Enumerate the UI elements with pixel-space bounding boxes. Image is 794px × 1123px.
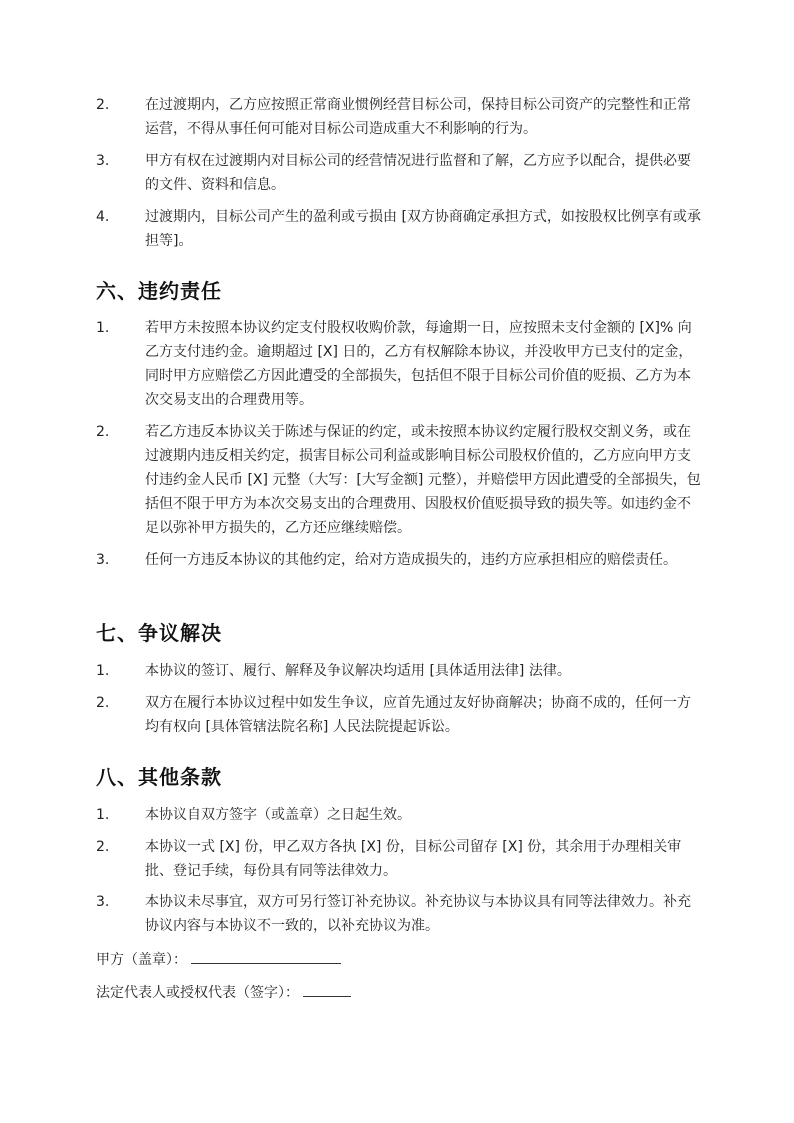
item-text: 本协议的签订、履行、解释及争议解决均适用 [具体适用法律] 法律。: [145, 663, 571, 679]
item-number: 4.: [96, 209, 110, 225]
item-number: 1.: [96, 807, 110, 823]
item-text: 若乙方违反本协议关于陈述与保证的约定，或未按照本协议约定履行股权交割义务，或在过渡期内违反相关约定，损害目标公司利益或影响目标公司股权价值的，乙方应向甲方支付违约金人民币 [X] 元整（大写：[大写金额] 元整），并赔偿甲方因此遭受的全部损失，包括但不限于甲方为本次交易支出的合理费用、因股权价值贬损导致的损失等。如违约金不足以弥补甲方损失的，乙方还应继续赔偿。: [145, 424, 701, 536]
party-a-signature: [96, 948, 341, 970]
party-a-signature-line[interactable]: [191, 948, 341, 964]
representative-signature: [96, 981, 351, 1003]
item-number: 1.: [96, 663, 110, 679]
representative-signature-line[interactable]: [303, 981, 351, 997]
item-number: 2.: [96, 97, 110, 113]
item-number: 1.: [96, 320, 110, 336]
section-heading: 七、争议解决: [96, 621, 222, 645]
item-number: 2.: [96, 695, 110, 711]
section-heading: 六、违约责任: [96, 279, 222, 303]
item-text: 若甲方未按照本协议约定支付股权收购价款，每逾期一日，应按照未支付金额的 [X]% 向乙方支付违约金。逾期超过 [X] 日的，乙方有权解除本协议，并没收甲方已支付的定金，同时甲方应赔偿乙方因此遭受的全部损失，包括但不限于目标公司价值的贬损、乙方为本次交易支出的合理费用等。: [145, 320, 693, 408]
item-number: 3.: [96, 153, 110, 169]
item-text: 本协议自双方签字（或盖章）之日起生效。: [145, 807, 411, 823]
item-text: 任何一方违反本协议的其他约定，给对方造成损失的，违约方应承担相应的赔偿责任。: [145, 552, 677, 568]
party-a-label: 甲方（盖章）：: [96, 952, 187, 968]
section-heading: 八、其他条款: [96, 765, 222, 789]
representative-label: 法定代表人或授权代表（签字）：: [96, 985, 299, 1001]
item-text: 本协议未尽事宜，双方可另行签订补充协议。补充协议与本协议具有同等法律效力。补充协议内容与本协议不一致的，以补充协议为准。: [145, 894, 691, 934]
item-text: 本协议一式 [X] 份，甲乙双方各执 [X] 份，目标公司留存 [X] 份，其余用于办理相关审批、登记手续，每份具有同等法律效力。: [145, 839, 682, 879]
item-number: 3.: [96, 552, 110, 568]
item-number: 2.: [96, 424, 110, 440]
item-text: 过渡期内，目标公司产生的盈利或亏损由 [双方协商确定承担方式，如按股权比例享有或承担等]。: [145, 209, 701, 249]
item-text: 双方在履行本协议过程中如发生争议，应首先通过友好协商解决；协商不成的，任何一方均有权向 [具体管辖法院名称] 人民法院提起诉讼。: [145, 695, 691, 735]
item-number: 2.: [96, 839, 110, 855]
item-text: 甲方有权在过渡期内对目标公司的经营情况进行监督和了解，乙方应予以配合，提供必要的文件、资料和信息。: [145, 153, 691, 193]
item-number: 3.: [96, 894, 110, 910]
item-text: 在过渡期内，乙方应按照正常商业惯例经营目标公司，保持目标公司资产的完整性和正常运营，不得从事任何可能对目标公司造成重大不利影响的行为。: [145, 97, 691, 137]
